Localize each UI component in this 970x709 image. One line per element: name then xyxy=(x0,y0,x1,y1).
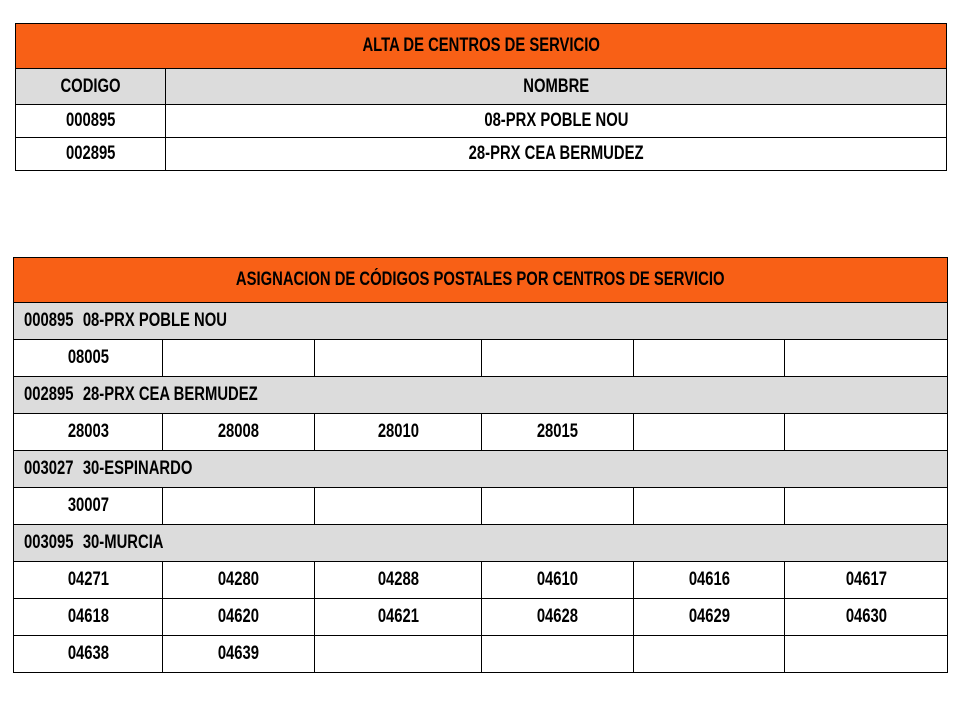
postal-code-row xyxy=(14,562,948,599)
postal-code-cell: 04639 xyxy=(163,636,315,673)
postal-code-cell: 28015 xyxy=(482,414,634,451)
codigo-header: CODIGO xyxy=(16,69,166,105)
group-header xyxy=(14,525,948,562)
group-header-row xyxy=(14,451,948,488)
postal-code-cell: 28008 xyxy=(163,414,315,451)
postal-code-row xyxy=(14,599,948,636)
postal-code-cell xyxy=(482,636,634,673)
postal-code-cell: 04628 xyxy=(482,599,634,636)
postal-code-cell xyxy=(482,340,634,377)
postal-code-cell: 04288 xyxy=(315,562,482,599)
postal-code-cell xyxy=(634,488,785,525)
table-row xyxy=(16,138,947,171)
group-header-row xyxy=(14,303,948,340)
codigo-cell: 000895 xyxy=(16,105,166,138)
postal-code-row xyxy=(14,636,948,673)
postal-code-cell: 04618 xyxy=(14,599,163,636)
postal-code-cell xyxy=(634,340,785,377)
table-row xyxy=(16,105,947,138)
nombre-header: NOMBRE xyxy=(166,69,947,105)
group-nombre: 30-ESPINARDO xyxy=(82,458,193,479)
asignacion-title: ASIGNACION DE CÓDIGOS POSTALES POR CENTROS DE SERVICIO xyxy=(14,258,948,303)
group-nombre: 08-PRX POBLE NOU xyxy=(82,310,227,331)
group-codigo: 003095 xyxy=(24,532,74,553)
postal-code-row xyxy=(14,414,948,451)
postal-code-cell: 04621 xyxy=(315,599,482,636)
postal-code-cell xyxy=(785,340,948,377)
postal-code-cell xyxy=(634,414,785,451)
postal-code-cell xyxy=(482,488,634,525)
postal-code-row xyxy=(14,488,948,525)
postal-code-cell: 04610 xyxy=(482,562,634,599)
postal-code-cell: 28003 xyxy=(14,414,163,451)
postal-code-cell: 04271 xyxy=(14,562,163,599)
postal-code-cell: 04620 xyxy=(163,599,315,636)
group-header xyxy=(14,303,948,340)
postal-code-cell: 04280 xyxy=(163,562,315,599)
postal-code-cell: 04617 xyxy=(785,562,948,599)
group-header xyxy=(14,451,948,488)
postal-code-cell xyxy=(163,488,315,525)
group-codigo: 003027 xyxy=(24,458,74,479)
postal-code-cell xyxy=(315,636,482,673)
asignacion-codigos-table xyxy=(13,257,948,673)
group-header-row xyxy=(14,377,948,414)
nombre-cell: 08-PRX POBLE NOU xyxy=(166,105,947,138)
postal-code-cell: 04629 xyxy=(634,599,785,636)
postal-code-cell xyxy=(785,636,948,673)
postal-code-cell xyxy=(315,340,482,377)
postal-code-row xyxy=(14,340,948,377)
group-codigo: 000895 xyxy=(24,310,74,331)
postal-code-cell: 28010 xyxy=(315,414,482,451)
postal-code-cell xyxy=(634,636,785,673)
postal-code-cell: 30007 xyxy=(14,488,163,525)
alta-title: ALTA DE CENTROS DE SERVICIO xyxy=(16,24,947,69)
group-header-row xyxy=(14,525,948,562)
postal-code-cell: 04638 xyxy=(14,636,163,673)
postal-code-cell xyxy=(315,488,482,525)
group-nombre: 30-MURCIA xyxy=(82,532,164,553)
postal-code-cell xyxy=(785,414,948,451)
alta-centros-table xyxy=(15,23,947,171)
codigo-cell: 002895 xyxy=(16,138,166,171)
group-header xyxy=(14,377,948,414)
postal-code-cell xyxy=(785,488,948,525)
nombre-cell: 28-PRX CEA BERMUDEZ xyxy=(166,138,947,171)
postal-code-cell xyxy=(163,340,315,377)
group-nombre: 28-PRX CEA BERMUDEZ xyxy=(82,384,258,405)
postal-code-cell: 04616 xyxy=(634,562,785,599)
postal-code-cell: 08005 xyxy=(14,340,163,377)
postal-code-cell: 04630 xyxy=(785,599,948,636)
group-codigo: 002895 xyxy=(24,384,74,405)
